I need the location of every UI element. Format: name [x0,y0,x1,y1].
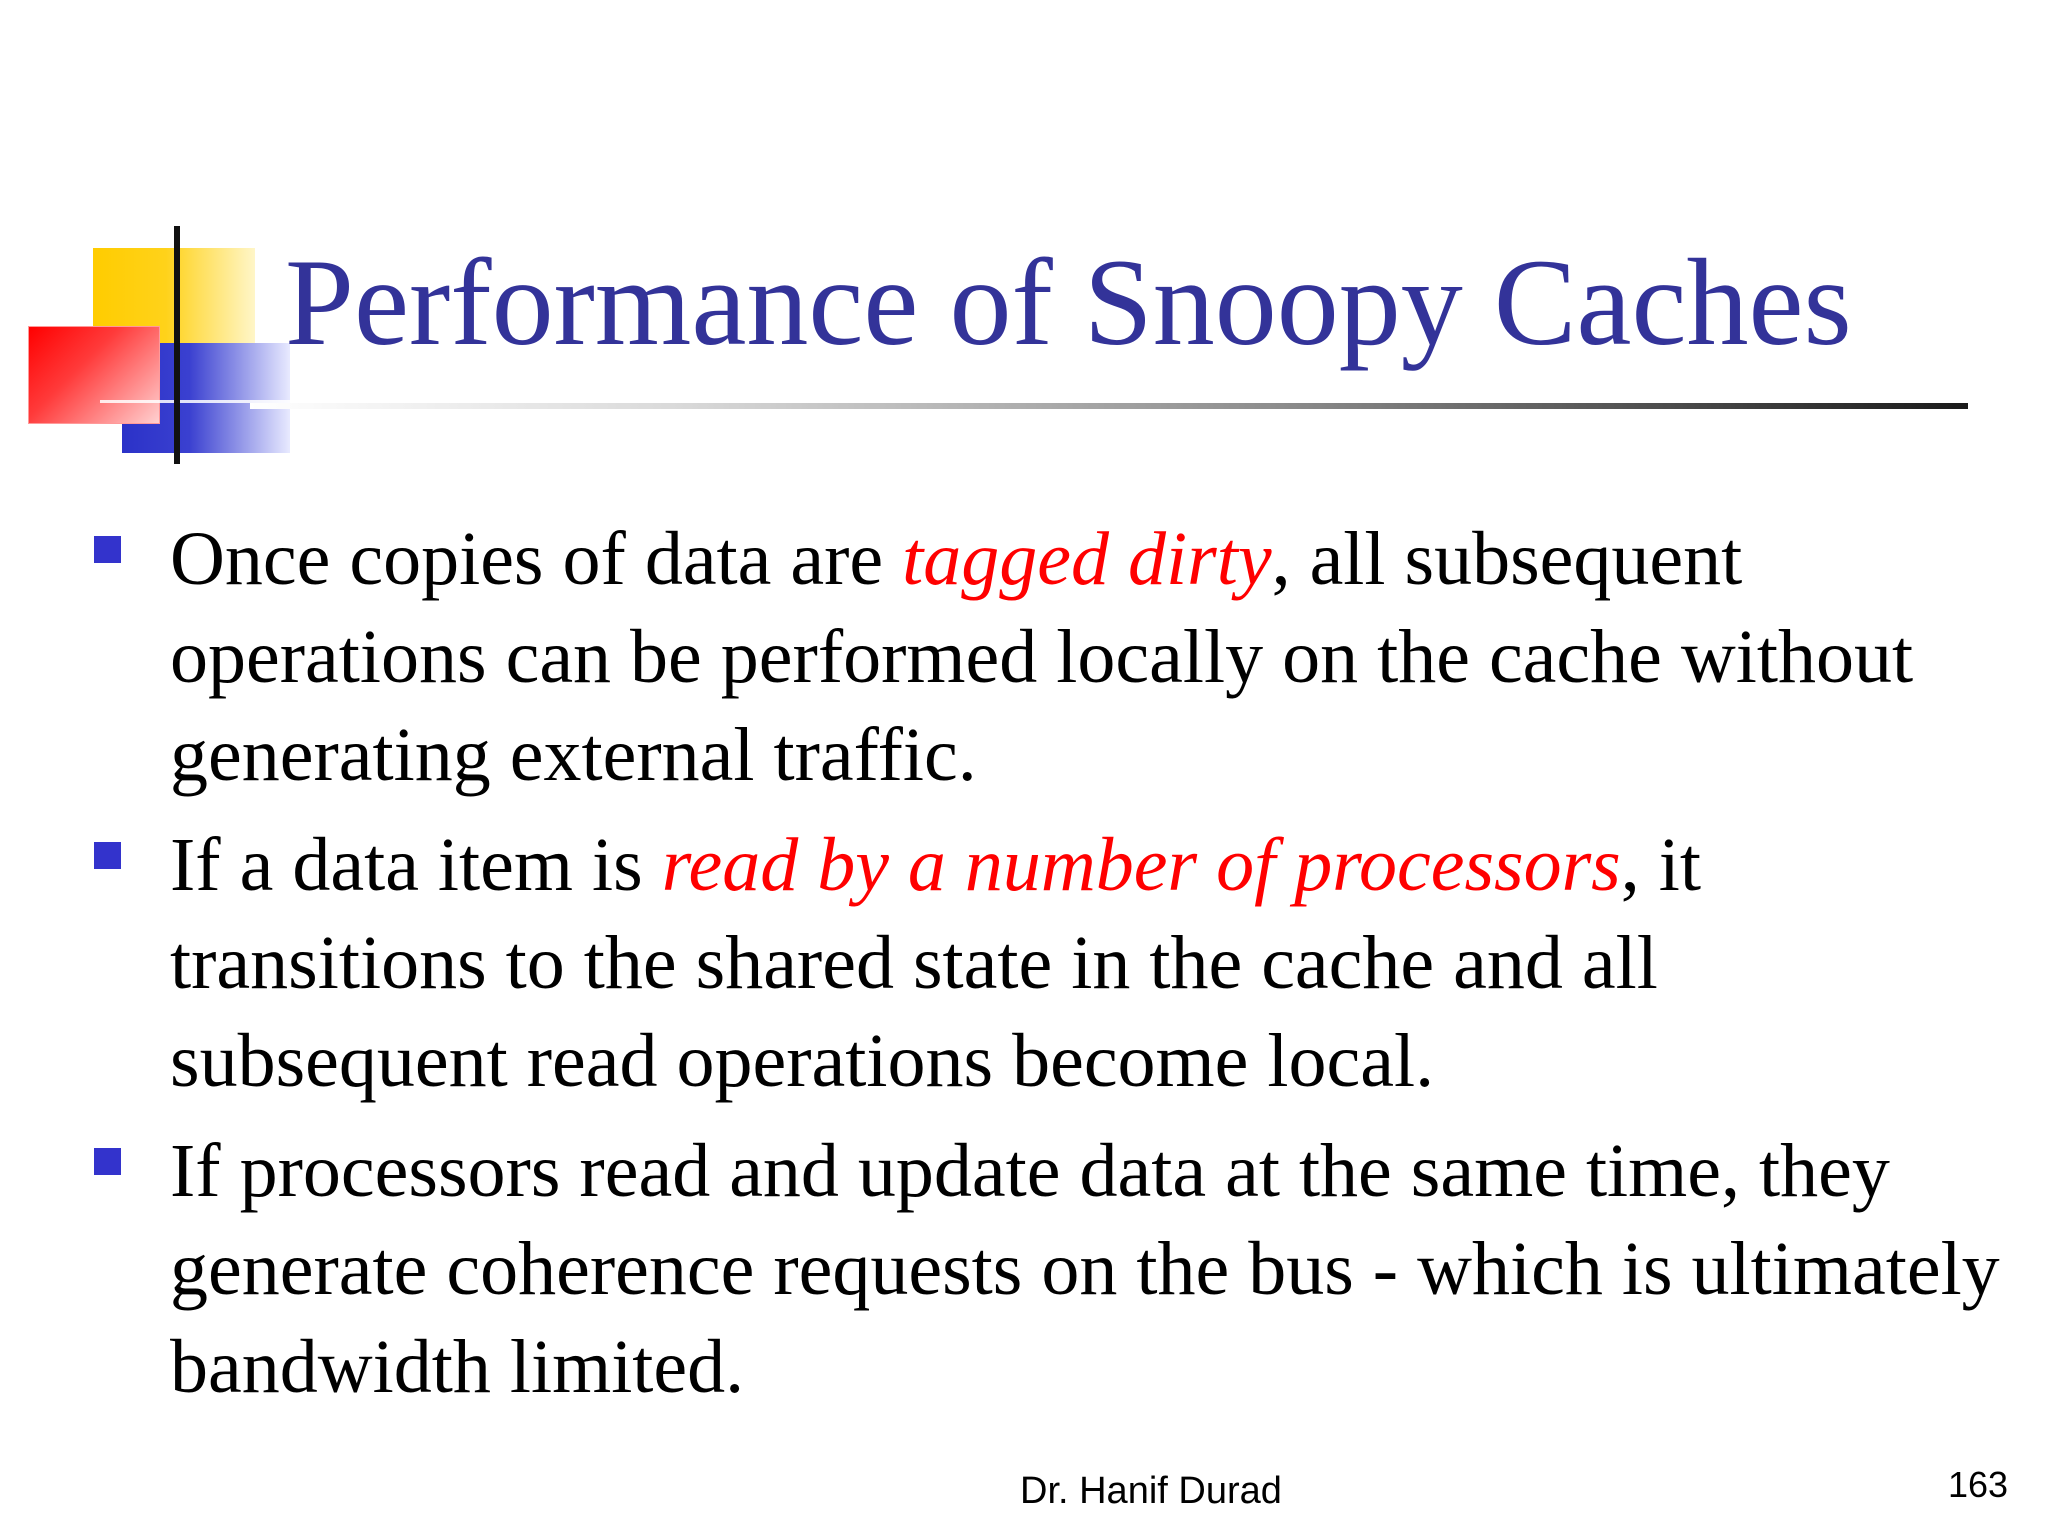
bullet-text-before: Once copies of data are [170,517,903,601]
square-bullet-icon [94,1148,121,1175]
slide-title: Performance of Snoopy Caches [285,234,1852,371]
page-number: 163 [1948,1464,2009,1505]
bullet-item-coherence-requests [94,1122,2014,1416]
title-underline [250,403,1968,409]
footer-author: Dr. Hanif Durad [1020,1470,1282,1512]
logo-vertical-line [174,226,180,464]
bullet-text-before: If processors read and update data at the same time, they generate coherence requests on the bus - which is ultimately bandwidth limited. [170,1129,2000,1409]
bullet-list [94,510,2014,1428]
bullet-item-shared-state [94,816,2014,1110]
bullet-emphasis: read by a number of processors [661,823,1621,907]
bullet-text-after: , all subsequent operations can be performed locally on the cache without generating external traffic. [170,517,1914,797]
bullet-text-after: , it transitions to the shared state in the cache and all subsequent read operations become local. [170,823,1701,1103]
square-bullet-icon [94,536,121,563]
bullet-emphasis: tagged dirty [902,517,1272,601]
logo-red-square [28,326,160,424]
square-bullet-icon [94,842,121,869]
bullet-item-dirty-copies [94,510,2014,804]
bullet-text-before: If a data item is [170,823,662,907]
